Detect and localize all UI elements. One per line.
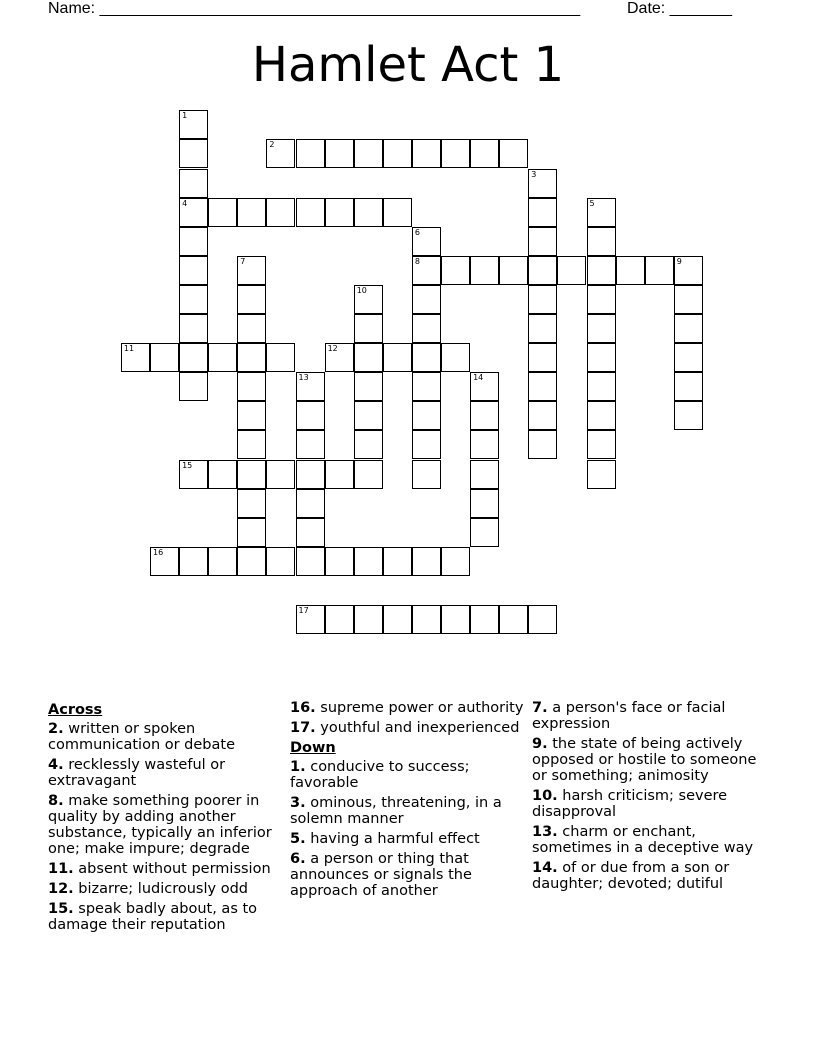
- clue-text: written or spoken communication or debate: [48, 721, 236, 753]
- grid-cell[interactable]: [325, 343, 354, 372]
- grid-cell[interactable]: [296, 372, 325, 401]
- clue-number: 3.: [290, 795, 306, 811]
- clue-number: 16.: [290, 700, 316, 716]
- grid-cell[interactable]: [179, 198, 208, 227]
- grid-cell[interactable]: [470, 518, 499, 547]
- grid-cell[interactable]: [237, 430, 266, 459]
- grid-cell[interactable]: [645, 256, 674, 285]
- grid-cell[interactable]: [325, 547, 354, 576]
- grid-cell[interactable]: [179, 460, 208, 489]
- grid-cell[interactable]: [412, 343, 441, 372]
- grid-cell[interactable]: [674, 343, 703, 372]
- grid-cell[interactable]: [179, 372, 208, 401]
- grid-cell[interactable]: [528, 343, 557, 372]
- name-field-label: Name: ______________________________________________________: [48, 0, 581, 17]
- grid-cell[interactable]: [266, 343, 295, 372]
- clues-column-1: [48, 700, 284, 937]
- clue-number-label: 7: [240, 256, 246, 266]
- grid-cell[interactable]: [470, 605, 499, 634]
- grid-cell[interactable]: [499, 256, 528, 285]
- grid-cell[interactable]: [296, 430, 325, 459]
- clue-across-15: [48, 901, 284, 933]
- grid-cell[interactable]: [296, 605, 325, 634]
- clue-text: youthful and inexperienced: [320, 720, 520, 736]
- grid-cell[interactable]: [296, 401, 325, 430]
- clue-down-14: [532, 860, 772, 892]
- grid-cell[interactable]: [528, 227, 557, 256]
- grid-cell[interactable]: [237, 314, 266, 343]
- clue-number-label: 9: [676, 256, 682, 266]
- clue-number-label: 12: [327, 344, 338, 354]
- clue-number: 1.: [290, 759, 306, 775]
- clue-text: bizarre; ludicrously odd: [78, 881, 248, 897]
- clue-number-label: 3: [531, 169, 537, 179]
- grid-cell[interactable]: [412, 139, 441, 168]
- clue-text: make something poorer in quality by adding another substance, typically an inferior one; make impure; degrade: [48, 793, 272, 857]
- grid-cell[interactable]: [674, 372, 703, 401]
- grid-cell[interactable]: [179, 139, 208, 168]
- clue-text: absent without permission: [78, 861, 271, 877]
- grid-cell[interactable]: [383, 547, 412, 576]
- grid-cell[interactable]: [528, 605, 557, 634]
- clue-number-label: 16: [153, 547, 164, 557]
- grid-cell[interactable]: [557, 256, 586, 285]
- grid-cell[interactable]: [470, 401, 499, 430]
- grid-cell[interactable]: [325, 198, 354, 227]
- clue-across-2: [48, 721, 284, 753]
- grid-cell[interactable]: [674, 256, 703, 285]
- grid-cell[interactable]: [354, 285, 383, 314]
- grid-cell[interactable]: [325, 460, 354, 489]
- grid-cell[interactable]: [616, 256, 645, 285]
- grid-cell[interactable]: [412, 547, 441, 576]
- grid-cell[interactable]: [383, 198, 412, 227]
- page-title: Hamlet Act 1: [251, 37, 565, 93]
- grid-cell[interactable]: [441, 547, 470, 576]
- grid-cell[interactable]: [296, 460, 325, 489]
- clue-number: 14.: [532, 860, 558, 876]
- clue-down-6: [290, 851, 526, 899]
- grid-cell[interactable]: [237, 547, 266, 576]
- grid-cell[interactable]: [441, 343, 470, 372]
- clues-column-3: [532, 700, 772, 896]
- clue-text: charm or enchant, sometimes in a deceptive way: [532, 824, 754, 856]
- grid-cell[interactable]: [470, 430, 499, 459]
- clue-number: 15.: [48, 901, 74, 917]
- clue-number-label: 5: [589, 198, 595, 208]
- grid-cell[interactable]: [587, 372, 616, 401]
- grid-cell[interactable]: [674, 314, 703, 343]
- clue-number: 7.: [532, 700, 548, 716]
- grid-cell[interactable]: [587, 401, 616, 430]
- clue-down-13: [532, 824, 772, 856]
- clue-number: 17.: [290, 720, 316, 736]
- clue-across-12: [48, 881, 284, 897]
- date-field-label: Date: _______: [627, 0, 732, 17]
- grid-cell[interactable]: [528, 198, 557, 227]
- clue-text: conducive to success; favorable: [290, 759, 470, 791]
- clue-number-label: 1: [182, 111, 188, 121]
- clue-down-10: [532, 788, 772, 820]
- grid-cell[interactable]: [412, 314, 441, 343]
- clue-number: 12.: [48, 881, 74, 897]
- grid-cell[interactable]: [470, 372, 499, 401]
- grid-cell[interactable]: [179, 343, 208, 372]
- grid-cell[interactable]: [587, 314, 616, 343]
- grid-cell[interactable]: [383, 139, 412, 168]
- clue-number-label: 6: [414, 227, 420, 237]
- clue-number-label: 4: [182, 198, 188, 208]
- clue-number-label: 2: [269, 140, 275, 150]
- clue-number: 13.: [532, 824, 558, 840]
- grid-cell[interactable]: [528, 314, 557, 343]
- grid-cell[interactable]: [266, 198, 295, 227]
- clue-number-label: 11: [123, 344, 135, 354]
- grid-cell[interactable]: [587, 198, 616, 227]
- grid-cell[interactable]: [150, 547, 179, 576]
- clue-number-label: 8: [414, 256, 420, 266]
- grid-cell[interactable]: [208, 343, 237, 372]
- grid-cell[interactable]: [237, 489, 266, 518]
- clue-text: a person or thing that announces or signals the approach of another: [290, 851, 472, 899]
- clue-across-8: [48, 793, 284, 857]
- clue-number: 10.: [532, 788, 558, 804]
- grid-cell[interactable]: [208, 460, 237, 489]
- grid-cell[interactable]: [412, 227, 441, 256]
- grid-cell[interactable]: [296, 198, 325, 227]
- clue-down-1: [290, 759, 526, 791]
- grid-cell[interactable]: [412, 401, 441, 430]
- clue-number: 2.: [48, 721, 64, 737]
- clue-text: having a harmful effect: [310, 831, 480, 847]
- grid-cell[interactable]: [179, 169, 208, 198]
- grid-cell[interactable]: [587, 460, 616, 489]
- grid-cell[interactable]: [412, 256, 441, 285]
- grid-cell[interactable]: [587, 343, 616, 372]
- grid-cell[interactable]: [150, 343, 179, 372]
- grid-cell[interactable]: [354, 430, 383, 459]
- clue-number-label: 17: [298, 606, 309, 615]
- grid-cell[interactable]: [499, 605, 528, 634]
- clue-number-label: 13: [298, 373, 309, 383]
- grid-cell[interactable]: [412, 460, 441, 489]
- grid-cell[interactable]: [528, 430, 557, 459]
- grid-cell[interactable]: [528, 256, 557, 285]
- grid-cell[interactable]: [325, 605, 354, 634]
- clue-text: the state of being actively opposed or hostile to someone or something; animosity: [532, 736, 757, 784]
- clue-number: 8.: [48, 793, 64, 809]
- grid-cell[interactable]: [674, 401, 703, 430]
- grid-cell[interactable]: [208, 198, 237, 227]
- grid-cell[interactable]: [354, 547, 383, 576]
- clue-across-11: [48, 861, 284, 877]
- grid-cell[interactable]: [383, 605, 412, 634]
- clue-number: 5.: [290, 831, 306, 847]
- clue-across-17: [290, 720, 526, 736]
- grid-cell[interactable]: [237, 372, 266, 401]
- grid-cell[interactable]: [528, 169, 557, 198]
- grid-cell[interactable]: [121, 343, 150, 372]
- grid-cell[interactable]: [179, 110, 208, 139]
- grid-cell[interactable]: [237, 285, 266, 314]
- clue-text: harsh criticism; severe disapproval: [532, 788, 728, 820]
- clue-down-3: [290, 795, 526, 827]
- clue-across-16: [290, 700, 526, 716]
- clue-number: 4.: [48, 757, 64, 773]
- grid-cell[interactable]: [237, 460, 266, 489]
- grid-cell[interactable]: [237, 256, 266, 285]
- grid-cell[interactable]: [179, 547, 208, 576]
- clue-number-label: 15: [182, 460, 193, 470]
- grid-cell[interactable]: [266, 139, 295, 168]
- grid-cell[interactable]: [237, 518, 266, 547]
- grid-cell[interactable]: [499, 139, 528, 168]
- clue-text: ominous, threatening, in a solemn manner: [290, 795, 502, 827]
- grid-cell[interactable]: [354, 605, 383, 634]
- grid-cell[interactable]: [296, 489, 325, 518]
- grid-cell[interactable]: [296, 139, 325, 168]
- clue-down-5: [290, 831, 526, 847]
- clues-column-2: [290, 700, 526, 903]
- clue-down-7: [532, 700, 772, 732]
- clue-down-9: [532, 736, 772, 784]
- grid-cell[interactable]: [470, 489, 499, 518]
- clue-text: speak badly about, as to damage their reputation: [48, 901, 258, 933]
- grid-cell[interactable]: [528, 401, 557, 430]
- grid-cell[interactable]: [412, 430, 441, 459]
- clue-text: supreme power or authority: [320, 700, 524, 716]
- grid-cell[interactable]: [587, 256, 616, 285]
- grid-cell[interactable]: [470, 460, 499, 489]
- grid-cell[interactable]: [674, 285, 703, 314]
- clue-number: 11.: [48, 861, 74, 877]
- grid-cell[interactable]: [296, 518, 325, 547]
- grid-cell[interactable]: [412, 372, 441, 401]
- across-heading: Across: [48, 702, 103, 718]
- clue-across-4: [48, 757, 284, 789]
- grid-cell[interactable]: [587, 285, 616, 314]
- grid-cell[interactable]: [528, 285, 557, 314]
- clue-number: 6.: [290, 851, 306, 867]
- grid-cell[interactable]: [383, 343, 412, 372]
- grid-cell[interactable]: [587, 227, 616, 256]
- grid-cell[interactable]: [354, 139, 383, 168]
- grid-cell[interactable]: [354, 198, 383, 227]
- grid-cell[interactable]: [470, 139, 499, 168]
- grid-cell[interactable]: [266, 547, 295, 576]
- down-heading: Down: [290, 740, 336, 756]
- grid-cell[interactable]: [179, 227, 208, 256]
- grid-cell[interactable]: [354, 343, 383, 372]
- grid-cell[interactable]: [354, 401, 383, 430]
- grid-cell[interactable]: [441, 139, 470, 168]
- grid-cell[interactable]: [325, 139, 354, 168]
- grid-cell[interactable]: [354, 372, 383, 401]
- grid-cell[interactable]: [354, 314, 383, 343]
- grid-cell[interactable]: [441, 605, 470, 634]
- grid-cell[interactable]: [296, 547, 325, 576]
- clue-number-label: 14: [473, 373, 484, 383]
- grid-cell[interactable]: [354, 460, 383, 489]
- grid-cell[interactable]: [179, 314, 208, 343]
- grid-cell[interactable]: [237, 343, 266, 372]
- grid-cell[interactable]: [266, 460, 295, 489]
- grid-cell[interactable]: [237, 198, 266, 227]
- grid-cell[interactable]: [441, 256, 470, 285]
- grid-cell[interactable]: [208, 547, 237, 576]
- grid-cell[interactable]: [528, 372, 557, 401]
- grid-cell[interactable]: [587, 430, 616, 459]
- clue-number-label: 10: [356, 285, 367, 295]
- grid-cell[interactable]: [179, 285, 208, 314]
- grid-cell[interactable]: [412, 285, 441, 314]
- grid-cell[interactable]: [179, 256, 208, 285]
- grid-cell[interactable]: [237, 401, 266, 430]
- clue-number: 9.: [532, 736, 548, 752]
- clue-text: a person's face or facial expression: [532, 700, 726, 732]
- clue-text: of or due from a son or daughter; devoted; dutiful: [532, 860, 730, 892]
- grid-cell[interactable]: [412, 605, 441, 634]
- clue-text: recklessly wasteful or extravagant: [48, 757, 226, 789]
- grid-cell[interactable]: [470, 256, 499, 285]
